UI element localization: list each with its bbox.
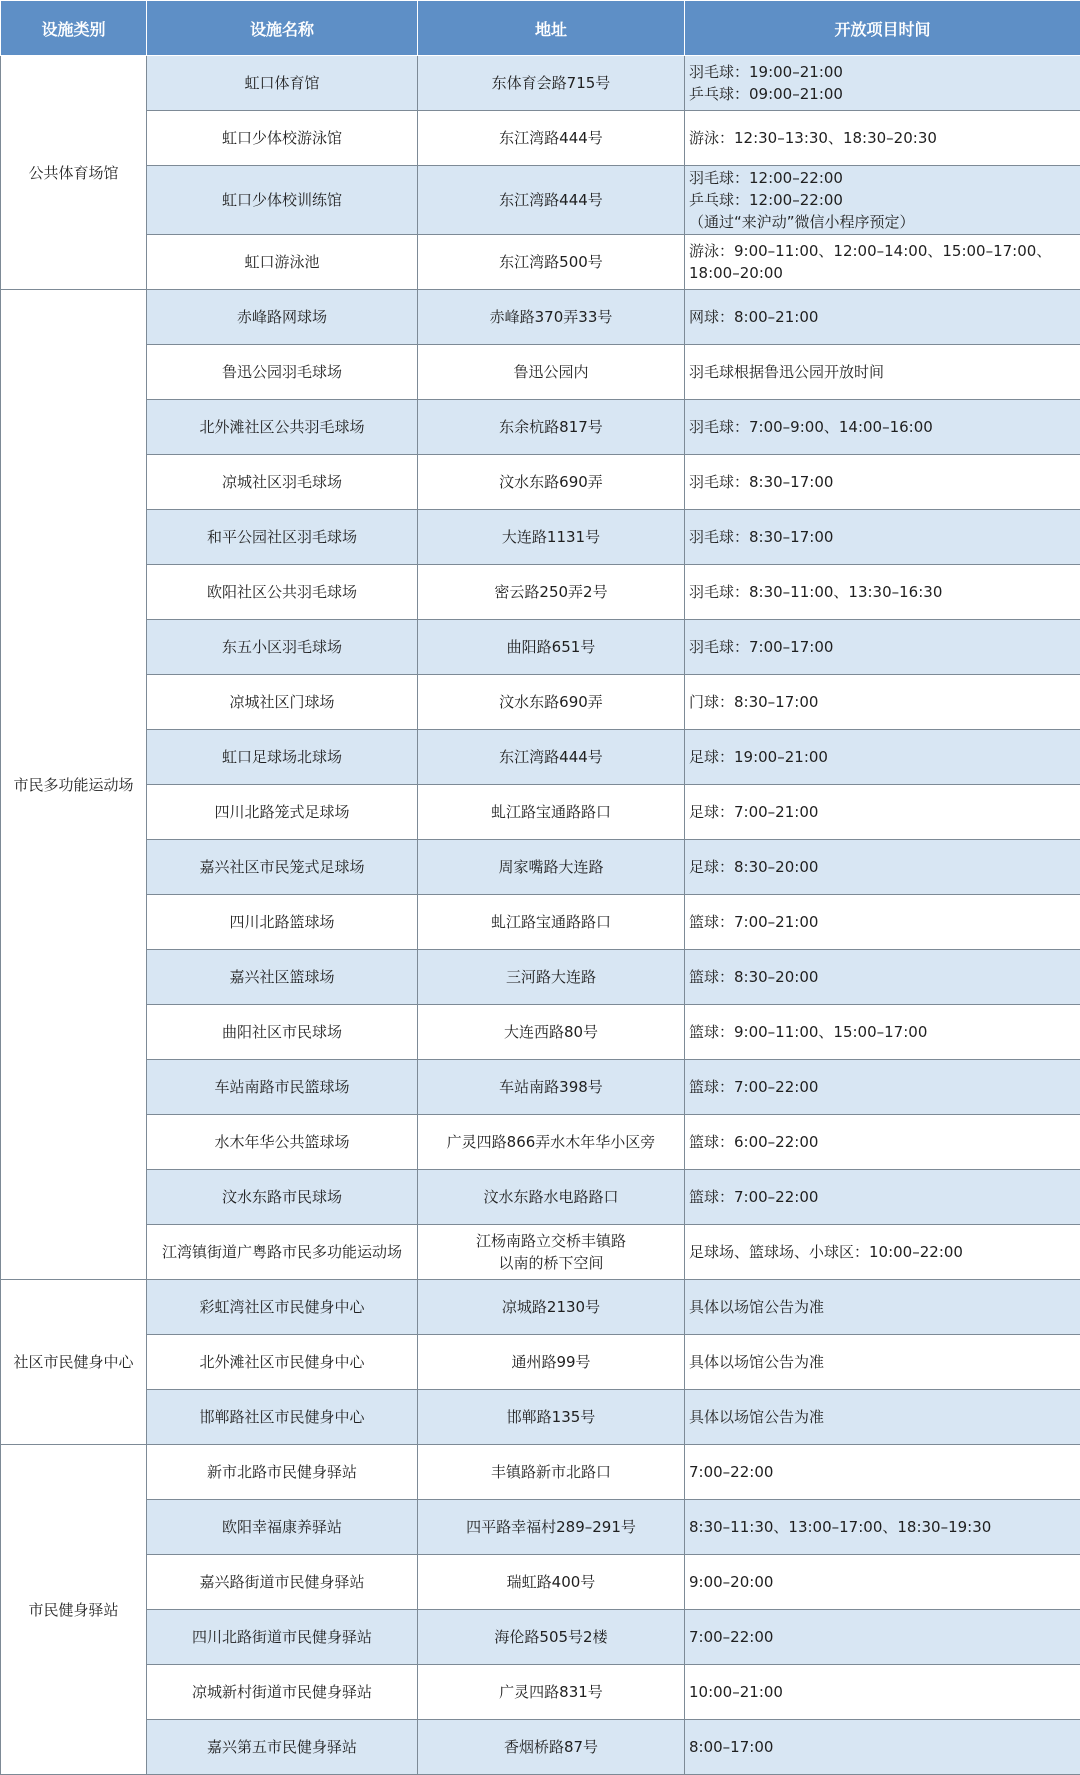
facility-name-cell: 四川北路篮球场: [147, 895, 418, 950]
address-cell: [418, 1555, 685, 1610]
facility-name-cell: 邯郸路社区市民健身中心: [147, 1390, 418, 1445]
hours-line: 羽毛球：8:30–17:00: [689, 471, 1078, 493]
hours-line: 具体以场馆公告为准: [689, 1296, 1078, 1318]
address-line: 虬江路宝通路路口: [420, 911, 682, 933]
table-row: [1, 1390, 1080, 1445]
hours-cell: [685, 1665, 1080, 1720]
hours-line: 9:00–20:00: [689, 1571, 1078, 1593]
table-row: [1, 56, 1080, 111]
hours-cell: [685, 455, 1080, 510]
facility-name-cell: 北外滩社区公共羽毛球场: [147, 400, 418, 455]
hours-cell: [685, 1610, 1080, 1665]
address-line: 周家嘴路大连路: [420, 856, 682, 878]
facility-name-cell: 水木年华公共篮球场: [147, 1115, 418, 1170]
facility-name-cell: 四川北路笼式足球场: [147, 785, 418, 840]
address-cell: [418, 400, 685, 455]
table-row: [1, 565, 1080, 620]
category-cell: 社区市民健身中心: [1, 1280, 147, 1445]
address-line: 瑞虹路400号: [420, 1571, 682, 1593]
table-row: [1, 1005, 1080, 1060]
hours-line: 8:30–11:30、13:00–17:00、18:30–19:30: [689, 1516, 1078, 1538]
hours-cell: [685, 111, 1080, 166]
address-cell: [418, 1005, 685, 1060]
address-line: 鲁迅公园内: [420, 361, 682, 383]
facility-name-cell: 虹口少体校训练馆: [147, 166, 418, 235]
address-cell: [418, 950, 685, 1005]
address-cell: [418, 1115, 685, 1170]
address-cell: [418, 1060, 685, 1115]
table-row: [1, 1445, 1080, 1500]
hours-line: 乒乓球：12:00–22:00: [689, 189, 1078, 211]
table-row: [1, 1555, 1080, 1610]
facility-name-cell: 凉城新村街道市民健身驿站: [147, 1665, 418, 1720]
hours-cell: [685, 1445, 1080, 1500]
address-cell: [418, 730, 685, 785]
facility-name-cell: 江湾镇街道广粤路市民多功能运动场: [147, 1225, 418, 1280]
facility-name-cell: 凉城社区门球场: [147, 675, 418, 730]
address-line: 车站南路398号: [420, 1076, 682, 1098]
hours-line: 网球：8:00–21:00: [689, 306, 1078, 328]
address-cell: [418, 1720, 685, 1775]
address-cell: [418, 1280, 685, 1335]
table-row: [1, 345, 1080, 400]
address-cell: [418, 1335, 685, 1390]
category-cell: 公共体育场馆: [1, 56, 147, 290]
facility-name-cell: 欧阳社区公共羽毛球场: [147, 565, 418, 620]
facility-name-cell: 东五小区羽毛球场: [147, 620, 418, 675]
hours-cell: [685, 730, 1080, 785]
hours-line: 篮球：9:00–11:00、15:00–17:00: [689, 1021, 1078, 1043]
hours-line: 足球：7:00–21:00: [689, 801, 1078, 823]
hours-cell: [685, 345, 1080, 400]
table-row: [1, 1060, 1080, 1115]
address-cell: [418, 290, 685, 345]
facility-name-cell: 嘉兴路街道市民健身驿站: [147, 1555, 418, 1610]
address-line: 曲阳路651号: [420, 636, 682, 658]
facility-name-cell: 虹口体育馆: [147, 56, 418, 111]
hours-cell: [685, 1170, 1080, 1225]
address-cell: [418, 620, 685, 675]
address-line: 汶水东路690弄: [420, 691, 682, 713]
header-name: 设施名称: [147, 1, 418, 56]
table-row: [1, 950, 1080, 1005]
hours-line: 具体以场馆公告为准: [689, 1351, 1078, 1373]
hours-cell: [685, 1115, 1080, 1170]
hours-cell: [685, 785, 1080, 840]
address-line: 凉城路2130号: [420, 1296, 682, 1318]
hours-line: 足球场、篮球场、小球区：10:00–22:00: [689, 1241, 1078, 1263]
hours-line: 篮球：7:00–22:00: [689, 1076, 1078, 1098]
header-hours: 开放项目时间: [685, 1, 1080, 56]
facility-name-cell: 鲁迅公园羽毛球场: [147, 345, 418, 400]
table-row: [1, 1720, 1080, 1775]
address-line: 大连西路80号: [420, 1021, 682, 1043]
table-row: [1, 510, 1080, 565]
address-cell: [418, 56, 685, 111]
hours-line: 羽毛球：7:00–17:00: [689, 636, 1078, 658]
facility-name-cell: 嘉兴社区篮球场: [147, 950, 418, 1005]
facility-name-cell: 车站南路市民篮球场: [147, 1060, 418, 1115]
hours-line: 游泳：9:00–11:00、12:00–14:00、15:00–17:00、18:00–20:00: [689, 240, 1078, 284]
facility-name-cell: 虹口足球场北球场: [147, 730, 418, 785]
hours-line: 7:00–22:00: [689, 1461, 1078, 1483]
address-line: 东江湾路444号: [420, 189, 682, 211]
facility-name-cell: 欧阳幸福康养驿站: [147, 1500, 418, 1555]
hours-line: 篮球：7:00–21:00: [689, 911, 1078, 933]
address-cell: [418, 785, 685, 840]
address-line: 东江湾路500号: [420, 251, 682, 273]
address-line: 虬江路宝通路路口: [420, 801, 682, 823]
hours-cell: [685, 1500, 1080, 1555]
facility-name-cell: 嘉兴第五市民健身驿站: [147, 1720, 418, 1775]
header-address: 地址: [418, 1, 685, 56]
address-line: 汶水东路690弄: [420, 471, 682, 493]
address-line: 汶水东路水电路路口: [420, 1186, 682, 1208]
facility-name-cell: 四川北路街道市民健身驿站: [147, 1610, 418, 1665]
address-cell: [418, 510, 685, 565]
hours-line: 羽毛球：19:00–21:00: [689, 61, 1078, 83]
address-cell: [418, 455, 685, 510]
hours-cell: [685, 510, 1080, 565]
address-line: 江杨南路立交桥丰镇路: [420, 1230, 682, 1252]
table-row: [1, 620, 1080, 675]
address-line: 东体育会路715号: [420, 72, 682, 94]
hours-line: 门球：8:30–17:00: [689, 691, 1078, 713]
address-line: 邯郸路135号: [420, 1406, 682, 1428]
hours-cell: [685, 565, 1080, 620]
table-row: [1, 290, 1080, 345]
facility-name-cell: 汶水东路市民球场: [147, 1170, 418, 1225]
address-cell: [418, 1445, 685, 1500]
address-cell: [418, 1500, 685, 1555]
address-line: 密云路250弄2号: [420, 581, 682, 603]
address-line: 广灵四路831号: [420, 1681, 682, 1703]
hours-line: 羽毛球：7:00–9:00、14:00–16:00: [689, 416, 1078, 438]
hours-line: 篮球：8:30–20:00: [689, 966, 1078, 988]
hours-line: 羽毛球：8:30–17:00: [689, 526, 1078, 548]
address-line: 三河路大连路: [420, 966, 682, 988]
address-line: 广灵四路866弄水木年华小区旁: [420, 1131, 682, 1153]
hours-cell: [685, 1280, 1080, 1335]
address-cell: [418, 840, 685, 895]
hours-cell: [685, 235, 1080, 290]
table-row: [1, 1665, 1080, 1720]
hours-line: 羽毛球根据鲁迅公园开放时间: [689, 361, 1078, 383]
address-line: 四平路幸福村289–291号: [420, 1516, 682, 1538]
hours-line: 10:00–21:00: [689, 1681, 1078, 1703]
facility-name-cell: 北外滩社区市民健身中心: [147, 1335, 418, 1390]
facility-name-cell: 赤峰路网球场: [147, 290, 418, 345]
hours-line: 篮球：7:00–22:00: [689, 1186, 1078, 1208]
address-cell: [418, 1390, 685, 1445]
hours-cell: [685, 166, 1080, 235]
facility-name-cell: 彩虹湾社区市民健身中心: [147, 1280, 418, 1335]
table-row: [1, 1610, 1080, 1665]
table-row: [1, 1170, 1080, 1225]
address-cell: [418, 111, 685, 166]
category-cell: 市民健身驿站: [1, 1445, 147, 1775]
address-line: 海伦路505号2楼: [420, 1626, 682, 1648]
address-line: 丰镇路新市北路口: [420, 1461, 682, 1483]
header-category: 设施类别: [1, 1, 147, 56]
table-row: [1, 1225, 1080, 1280]
address-line: 赤峰路370弄33号: [420, 306, 682, 328]
hours-line: 羽毛球：8:30–11:00、13:30–16:30: [689, 581, 1078, 603]
facility-name-cell: 虹口游泳池: [147, 235, 418, 290]
hours-cell: [685, 1555, 1080, 1610]
address-cell: [418, 895, 685, 950]
address-cell: [418, 166, 685, 235]
hours-cell: [685, 1225, 1080, 1280]
address-line: 以南的桥下空间: [420, 1252, 682, 1274]
address-line: 大连路1131号: [420, 526, 682, 548]
hours-line: 具体以场馆公告为准: [689, 1406, 1078, 1428]
facility-name-cell: 和平公园社区羽毛球场: [147, 510, 418, 565]
table-row: [1, 785, 1080, 840]
hours-line: 7:00–22:00: [689, 1626, 1078, 1648]
facility-name-cell: 凉城社区羽毛球场: [147, 455, 418, 510]
facility-name-cell: 曲阳社区市民球场: [147, 1005, 418, 1060]
hours-line: 足球：19:00–21:00: [689, 746, 1078, 768]
hours-cell: [685, 675, 1080, 730]
hours-cell: [685, 1720, 1080, 1775]
address-cell: [418, 675, 685, 730]
header-row: [1, 1, 1080, 56]
table-row: [1, 895, 1080, 950]
hours-cell: [685, 400, 1080, 455]
hours-line: 羽毛球：12:00–22:00: [689, 167, 1078, 189]
table-row: [1, 730, 1080, 785]
address-line: 香烟桥路87号: [420, 1736, 682, 1758]
facility-name-cell: 嘉兴社区市民笼式足球场: [147, 840, 418, 895]
address-cell: [418, 1665, 685, 1720]
table-row: [1, 235, 1080, 290]
hours-line: 8:00–17:00: [689, 1736, 1078, 1758]
address-cell: [418, 1610, 685, 1665]
hours-cell: [685, 620, 1080, 675]
hours-cell: [685, 1335, 1080, 1390]
table-row: [1, 1280, 1080, 1335]
hours-cell: [685, 895, 1080, 950]
address-cell: [418, 1225, 685, 1280]
table-row: [1, 1115, 1080, 1170]
address-line: 东江湾路444号: [420, 746, 682, 768]
address-cell: [418, 345, 685, 400]
table-row: [1, 1335, 1080, 1390]
hours-cell: [685, 1060, 1080, 1115]
address-cell: [418, 235, 685, 290]
table-body: [1, 56, 1080, 1775]
hours-line: （通过“来沪动”微信小程序预定）: [689, 211, 1078, 233]
hours-cell: [685, 290, 1080, 345]
address-cell: [418, 1170, 685, 1225]
address-line: 东江湾路444号: [420, 127, 682, 149]
hours-cell: [685, 950, 1080, 1005]
table-row: [1, 400, 1080, 455]
hours-line: 足球：8:30–20:00: [689, 856, 1078, 878]
table-row: [1, 111, 1080, 166]
hours-cell: [685, 840, 1080, 895]
hours-line: 乒乓球：09:00–21:00: [689, 83, 1078, 105]
address-line: 东余杭路817号: [420, 416, 682, 438]
hours-cell: [685, 1005, 1080, 1060]
table-row: [1, 1500, 1080, 1555]
address-cell: [418, 565, 685, 620]
facility-name-cell: 虹口少体校游泳馆: [147, 111, 418, 166]
hours-cell: [685, 56, 1080, 111]
category-cell: 市民多功能运动场: [1, 290, 147, 1280]
table-row: [1, 455, 1080, 510]
table-row: [1, 166, 1080, 235]
hours-line: 篮球：6:00–22:00: [689, 1131, 1078, 1153]
address-line: 通州路99号: [420, 1351, 682, 1373]
table-row: [1, 675, 1080, 730]
facility-name-cell: 新市北路市民健身驿站: [147, 1445, 418, 1500]
hours-cell: [685, 1390, 1080, 1445]
table-row: [1, 840, 1080, 895]
hours-line: 游泳：12:30–13:30、18:30–20:30: [689, 127, 1078, 149]
